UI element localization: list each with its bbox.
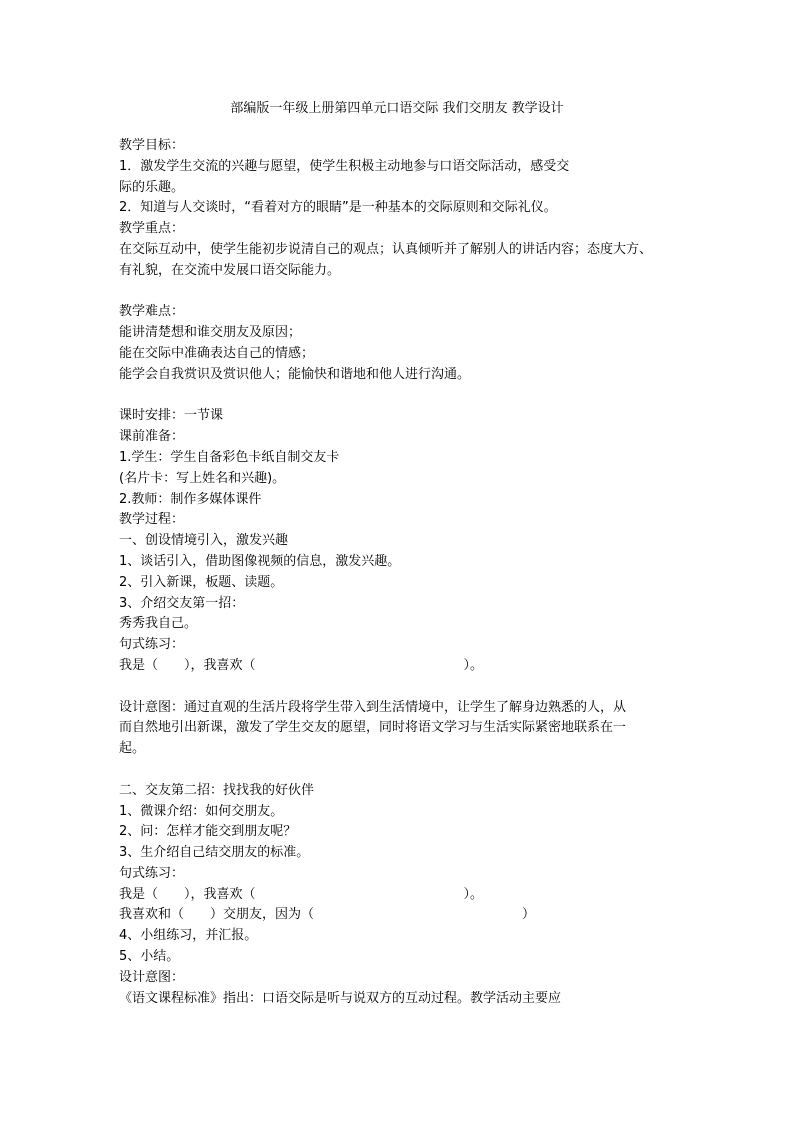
process-item: 3、生介绍自己结交朋友的标准。	[119, 845, 310, 861]
spacer	[119, 282, 699, 303]
difficulty-line: 能在交际中准确表达自己的情感；	[119, 345, 315, 361]
process-heading: 教学过程：	[119, 512, 185, 528]
objectives-heading: 教学目标：	[119, 138, 185, 153]
spacer	[119, 677, 699, 698]
design-intent-label: 设计意图：	[119, 969, 185, 985]
design-intent-line: 设计意图：通过直观的生活片段将学生带入到生活情境中，让学生了解身边熟悉的人，从	[119, 699, 627, 715]
objective-line: 1．激发学生交流的兴趣与愿望，使学生积极主动地参与口语交际活动，感受交	[119, 158, 570, 174]
key-point-line: 有礼貌，在交流中发展口语交际能力。	[119, 262, 341, 278]
preparation-line: 2.教师：制作多媒体课件	[119, 491, 262, 507]
pattern-line: 我是（ ），我喜欢（ ）。	[119, 886, 484, 902]
design-intent-line: 起。	[119, 741, 146, 757]
process-item: 2、问：怎样才能交到朋友呢？	[119, 824, 297, 840]
key-point-line: 在交际互动中，使学生能初步说清自己的观点；认真倾听并了解别人的讲话内容；态度大方、	[119, 241, 653, 257]
design-intent-line: 《语文课程标准》指出：口语交际是听与说双方的互动过程。教学活动主要应	[119, 990, 562, 1006]
objective-line: 际的乐趣。	[119, 179, 185, 195]
document-title: 部编版一年级上册第四单元口语交际 我们交朋友 教学设计	[230, 101, 564, 116]
schedule-line: 课时安排：一节课	[119, 408, 224, 424]
difficulty-line: 能讲清楚想和谁交朋友及原因；	[119, 325, 302, 341]
section-heading: 二、交友第二招：找找我的好伙伴	[119, 782, 315, 798]
pattern-label: 句式练习：	[119, 637, 185, 653]
difficulty-line: 能学会自我赏识及赏识他人；能愉快和谐地和他人进行沟通。	[119, 366, 471, 382]
preparation-line: 1.学生：学生自备彩色卡纸自制交友卡	[119, 449, 340, 465]
design-intent-line: 而自然地引出新课，激发了学生交友的愿望，同时将语文学习与生活实际紧密地联系在一	[119, 720, 627, 736]
process-item: 4、小组练习，并汇报。	[119, 928, 258, 944]
document-body	[119, 136, 699, 1009]
preparation-line: (名片卡：写上姓名和兴趣)。	[119, 470, 286, 486]
objective-line: 2．知道与人交谈时，“看着对方的眼睛”是一种基本的交际原则和交际礼仪。	[119, 200, 557, 216]
key-points-heading: 教学重点：	[119, 221, 185, 237]
spacer	[119, 760, 699, 781]
process-item: 1、谈话引入，借助图像视频的信息，激发兴趣。	[119, 553, 401, 569]
process-item: 5、小结。	[119, 949, 180, 965]
pattern-line: 我喜欢和（ ）交朋友，因为（ ）	[119, 907, 536, 923]
preparation-heading: 课前准备：	[119, 429, 185, 445]
difficulties-heading: 教学难点：	[119, 304, 185, 320]
process-item: 3、介绍交友第一招：	[119, 595, 245, 611]
spacer	[119, 386, 699, 407]
section-heading: 一、创设情境引入，激发兴趣	[119, 533, 289, 549]
process-item-detail: 秀秀我自己。	[119, 616, 198, 632]
pattern-line: 我是（ ），我喜欢（ ）。	[119, 657, 484, 673]
process-item: 1、微课介绍：如何交朋友。	[119, 803, 284, 819]
process-item: 2、引入新课，板题、读题。	[119, 574, 284, 590]
pattern-label: 句式练习：	[119, 865, 185, 881]
